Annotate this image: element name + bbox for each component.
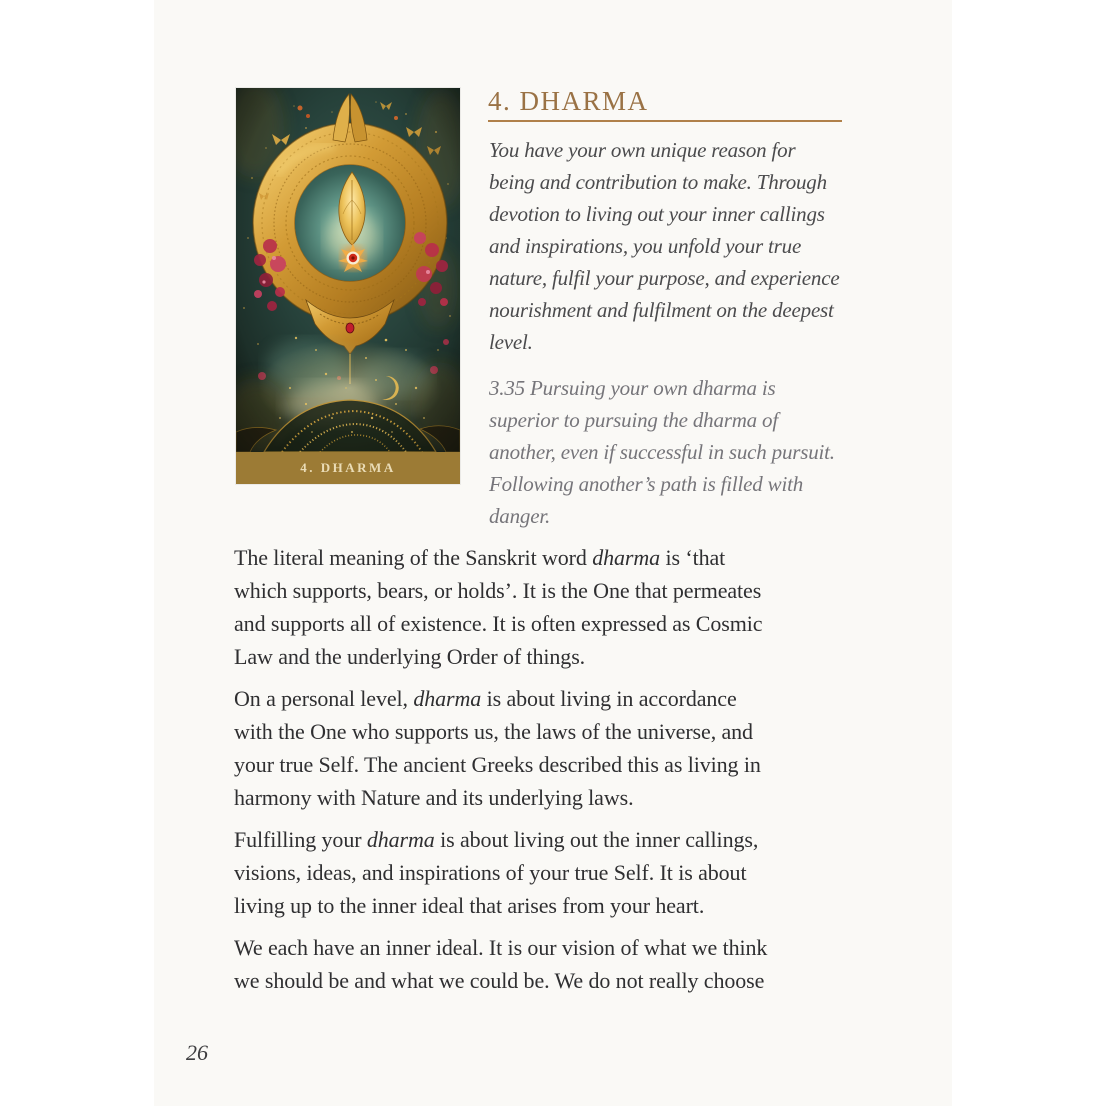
body-paragraph: The literal meaning of the Sanskrit word dharma is ‘that which supports, bears, or holds’. It is the One that permeates and supports all of existence. It is often expressed as Cosmic Law and the underlying Order of things. xyxy=(234,545,763,669)
body-text xyxy=(234,541,767,1006)
book-page xyxy=(154,0,952,1106)
dharma-card xyxy=(236,88,460,484)
card-caption-band xyxy=(236,452,460,484)
page-number: 26 xyxy=(186,1040,208,1065)
lead-paragraph: You have your own unique reason for being and contribution to make. Through devotion to living out your inner callings and inspirations, you unfold your true nature, fulfil your purpose, and experience nourishment and fulfilment on the deepest level. xyxy=(489,138,840,354)
section-heading: 4. DHARMA xyxy=(488,86,649,116)
body-paragraph: On a personal level, dharma is about living in accordance with the One who supports us, the laws of the universe, and your true Self. The ancient Greeks described this as living in harmony with Nature and its underlying laws. xyxy=(234,686,761,810)
body-paragraph: Fulfilling your dharma is about living out the inner callings, visions, ideas, and inspirations of your true Self. It is about living up to the inner ideal that arises from your heart. xyxy=(234,827,759,918)
body-paragraph: We each have an inner ideal. It is our vision of what we think we should be and what we could be. We do not really choose xyxy=(234,935,768,993)
verse-quote: 3.35 Pursuing your own dharma is superior to pursuing the dharma of another, even if successful in such pursuit. Following another’s path is filled with danger. xyxy=(489,376,835,528)
vignette xyxy=(236,88,460,452)
card-caption: 4. DHARMA xyxy=(300,460,396,475)
card-art xyxy=(236,88,460,452)
heading-rule xyxy=(488,120,842,122)
